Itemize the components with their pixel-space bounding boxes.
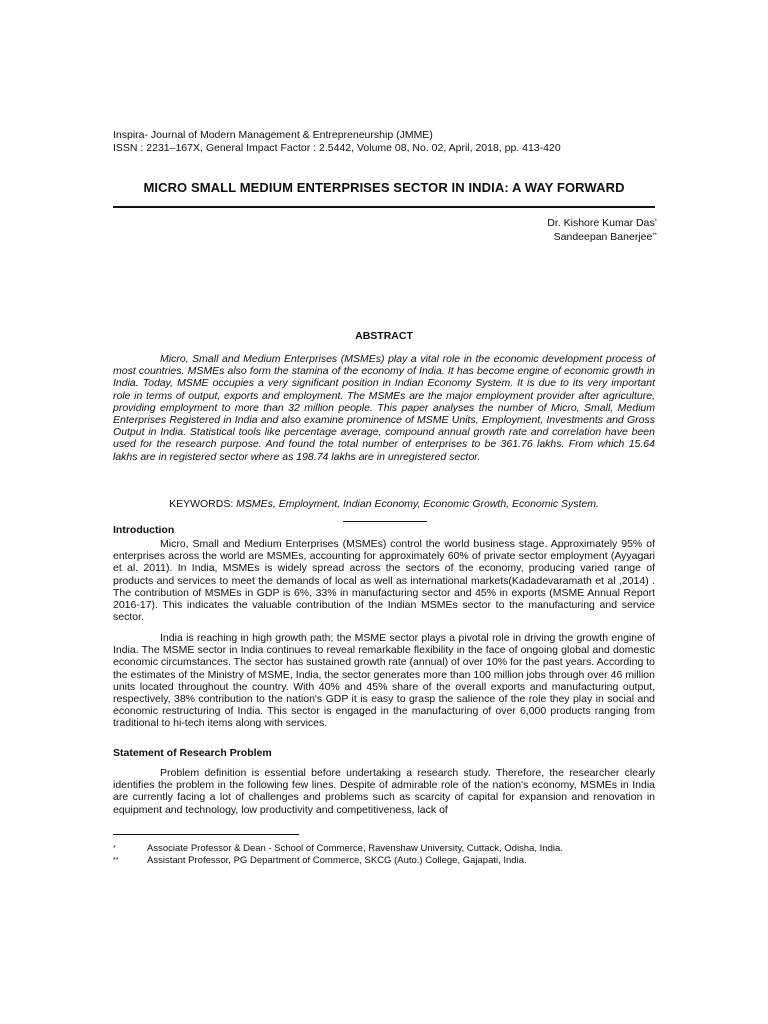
footnote-1: [113, 843, 563, 855]
footnote-2: [113, 855, 527, 867]
author-1: [547, 216, 657, 230]
section-divider: [343, 521, 427, 522]
author-1-name: Dr. Kishore Kumar Das: [547, 217, 655, 229]
author-2-name: Sandeepan Banerjee: [553, 231, 653, 243]
author-block: [547, 216, 657, 244]
issn-line: ISSN : 2231–167X, General Impact Factor : 2.5442, Volume 08, No. 02, April, 2018, pp. 413-420: [113, 142, 561, 154]
journal-name: Inspira- Journal of Modern Management & Entrepreneurship (JMME): [113, 129, 433, 141]
author-2: [547, 230, 657, 244]
abstract-heading: ABSTRACT: [355, 330, 413, 342]
keywords-line: [113, 498, 655, 510]
introduction-heading: Introduction: [113, 524, 175, 536]
research-problem-heading: Statement of Research Problem: [113, 747, 272, 759]
keywords-list: MSMEs, Employment, Indian Economy, Economic Growth, Economic System.: [236, 498, 599, 510]
author-1-mark: *: [654, 219, 657, 225]
introduction-paragraph-2: India is reaching in high growth path; the MSME sector plays a pivotal role in driving the growth engine of India. The MSME sector in India continues to reveal remarkable flexibility in the face of ongoing global and domestic economic circumstances. The sector has sustained growth rate (annual) of over 10% for the past years. According to the estimates of the Ministry of MSME, India, the sector generates more than 100 million jobs through over 46 million units located throughout the country. With 40% and 45% share of the overall exports and manufacturing output, respectively, 38% contribution to the nation's GDP it is easy to grasp the salience of the role they play in social and economic restructuring of India. This sector is engaged in the manufacturing of over 6,000 products ranging from traditional to hi-tech items along with services.: [113, 632, 655, 730]
footnote-divider: [113, 834, 299, 835]
author-2-mark: **: [652, 233, 657, 239]
journal-header: [113, 129, 561, 155]
keywords-label: KEYWORDS:: [169, 498, 234, 510]
paper-title: MICRO SMALL MEDIUM ENTERPRISES SECTOR IN INDIA: A WAY FORWARD: [143, 180, 625, 195]
footnote-1-mark: *: [113, 845, 116, 852]
footnote-2-text: Assistant Professor, PG Department of Commerce, SKCG (Auto.) College, Gajapati, India.: [147, 855, 527, 866]
introduction-paragraph-1: Micro, Small and Medium Enterprises (MSMEs) control the world business stage. Approximately 95% of enterprises across the world are MSMEs, accounting for approximately 60% of private sector employment (Ayyagari et al. 2011). In India, MSMEs is widely spread across the sectors of the economy, producing varied range of products and services to meet the demands of local as well as international markets(Kadadevaramath et al ,2014) . The contribution of MSMEs in GDP is 6%, 33% in manufacturing sector and 45% in exports (MSME Annual Report 2016-17). This indicates the valuable contribution of the Indian MSMEs sector to the manufacturing and service sector.: [113, 538, 655, 624]
footnote-1-text: Associate Professor & Dean - School of Commerce, Ravenshaw University, Cuttack, Odisha, India.: [147, 843, 563, 854]
footnote-2-mark: **: [113, 857, 119, 864]
title-divider: [113, 206, 655, 208]
abstract-text: Micro, Small and Medium Enterprises (MSMEs) play a vital role in the economic development process of most countries. MSMEs also form the stamina of the economy of India. It has become engine of economic growth in India. Today, MSME occupies a very significant position in Indian Economy System. It is due to its very important role in terms of output, exports and employment. The MSMEs are the major employment provider after agriculture, providing employment to more than 32 million people. This paper analyses the number of Micro, Small, Medium Enterprises Registered in India and also examine prominence of MSME Units, Employment, Investments and Gross Output in India. Statistical tools like percentage average, compound annual growth rate and correlation have been used for the research purpose. And found the total number of enterprises to be 361.76 lakhs. From which 15.64 lakhs are in registered sector where as 198.74 lakhs are in unregistered sector.: [113, 353, 655, 463]
research-problem-paragraph: Problem definition is essential before undertaking a research study. Therefore, the researcher clearly identifies the problem in the following few lines. Despite of admirable role of the nation's economy, MSMEs in India are currently facing a lot of challenges and problems such as scarcity of capital for expansion and renovation in equipment and technology, low productivity and competitiveness, lack of: [113, 767, 655, 816]
